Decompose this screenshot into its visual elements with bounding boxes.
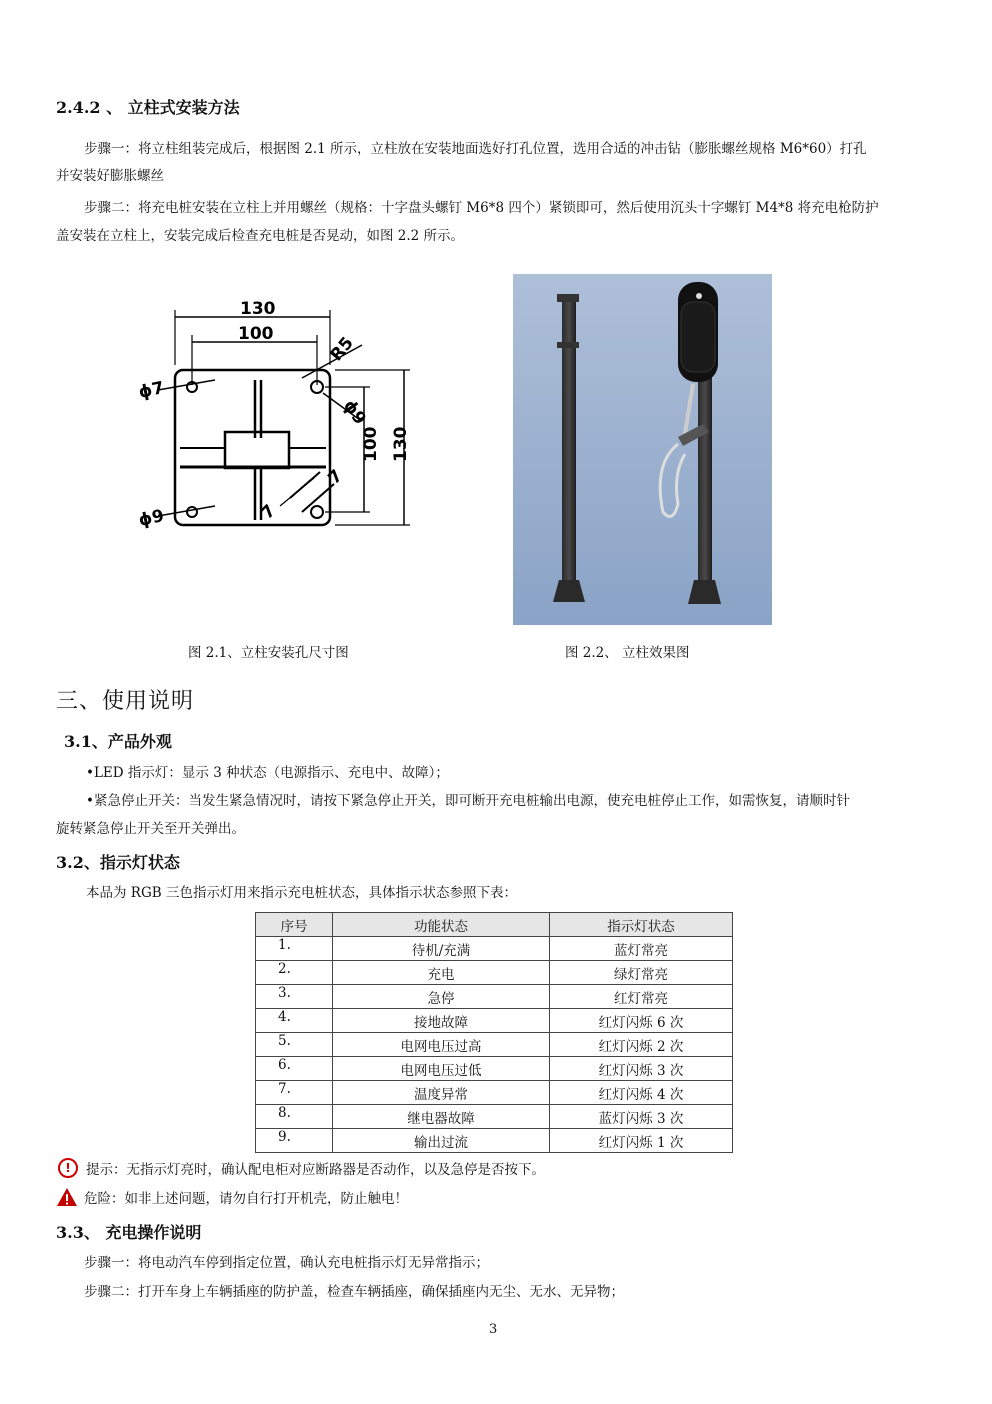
tip-text: 提示：无指示灯亮时，确认配电柜对应断路器是否动作，以及急停是否按下。 bbox=[86, 1162, 545, 1178]
paragraph-step2-line2: 盖安装在立柱上，安装完成后检查充电桩是否晃动，如图 2.2 所示。 bbox=[56, 228, 465, 244]
paragraph-step1-line1: 步骤一：将立柱组装完成后，根据图 2.1 所示，立柱放在安装地面选好打孔位置，选用合适的冲击钻（膨胀螺丝规格 M6*60）打孔 bbox=[84, 141, 867, 157]
charging-step1: 步骤一：将电动汽车停到指定位置，确认充电桩指示灯无异常指示； bbox=[84, 1255, 489, 1271]
table-row bbox=[256, 1009, 733, 1033]
dim-130-top: 130 bbox=[240, 299, 276, 319]
cell-function: 温度异常 bbox=[333, 1081, 550, 1105]
dim-phi7: ϕ7 bbox=[136, 378, 166, 403]
cell-function: 待机/充满 bbox=[333, 937, 550, 961]
bullet-emergency-line1: •紧急停止开关：当发生紧急情况时，请按下紧急停止开关，即可断开充电桩输出电源，使充电桩停止工作，如需恢复，请顺时针 bbox=[86, 793, 850, 809]
cell-index: 1. bbox=[256, 937, 333, 961]
cell-index: 6. bbox=[256, 1057, 333, 1081]
table-row bbox=[256, 1105, 733, 1129]
cell-function: 继电器故障 bbox=[333, 1105, 550, 1129]
cell-index: 3. bbox=[256, 985, 333, 1009]
section-title-2-4-2: 2.4.2 、 立柱式安装方法 bbox=[56, 98, 240, 117]
cell-function: 充电 bbox=[333, 961, 550, 985]
header-indicator: 指示灯状态 bbox=[550, 913, 733, 937]
cell-index: 8. bbox=[256, 1105, 333, 1129]
charging-step2: 步骤二：打开车身上车辆插座的防护盖，检查车辆插座，确保插座内无尘、无水、无异物； bbox=[84, 1284, 624, 1300]
cell-function: 急停 bbox=[333, 985, 550, 1009]
dim-7a: 7 bbox=[257, 501, 280, 524]
tip-note bbox=[58, 1158, 545, 1178]
dim-130-right: 130 bbox=[391, 426, 411, 462]
dim-7b: 7 bbox=[324, 466, 347, 489]
header-index: 序号 bbox=[256, 913, 333, 937]
figure-caption-2-1: 图 2.1、立柱安装孔尺寸图 bbox=[188, 645, 349, 661]
danger-note bbox=[56, 1187, 408, 1207]
cell-indicator: 蓝灯常亮 bbox=[550, 937, 733, 961]
dim-phi9-right: ϕ9 bbox=[338, 396, 370, 429]
table-row bbox=[256, 961, 733, 985]
section-title-3-3: 3.3、 充电操作说明 bbox=[56, 1223, 202, 1242]
cell-index: 9. bbox=[256, 1129, 333, 1153]
section-title-3-2: 3.2、指示灯状态 bbox=[56, 853, 180, 872]
dim-100-top: 100 bbox=[238, 324, 274, 344]
dim-phi9-left: ϕ9 bbox=[136, 506, 166, 531]
section-title-3-1: 3.1、产品外观 bbox=[64, 732, 172, 751]
table-header-row bbox=[256, 913, 733, 937]
table-row bbox=[256, 1129, 733, 1153]
table-row bbox=[256, 1081, 733, 1105]
cell-function: 电网电压过高 bbox=[333, 1033, 550, 1057]
mounting-hole-drawing bbox=[130, 290, 430, 540]
cell-index: 4. bbox=[256, 1009, 333, 1033]
cell-function: 输出过流 bbox=[333, 1129, 550, 1153]
cell-index: 7. bbox=[256, 1081, 333, 1105]
cell-indicator: 红灯闪烁 2 次 bbox=[550, 1033, 733, 1057]
table-row bbox=[256, 1033, 733, 1057]
cell-indicator: 红灯闪烁 6 次 bbox=[550, 1009, 733, 1033]
table-row bbox=[256, 937, 733, 961]
warning-triangle-icon bbox=[56, 1187, 78, 1207]
cell-indicator: 红灯闪烁 4 次 bbox=[550, 1081, 733, 1105]
bullet-emergency-line2: 旋转紧急停止开关至开关弹出。 bbox=[56, 821, 245, 837]
cell-index: 2. bbox=[256, 961, 333, 985]
chapter-title: 三、使用说明 bbox=[56, 689, 195, 714]
cell-indicator: 红灯闪烁 3 次 bbox=[550, 1057, 733, 1081]
bullet-led: •LED 指示灯：显示 3 种状态（电源指示、充电中、故障）； bbox=[86, 765, 449, 781]
danger-text: 危险：如非上述问题，请勿自行打开机壳，防止触电！ bbox=[84, 1191, 408, 1207]
cell-indicator: 红灯常亮 bbox=[550, 985, 733, 1009]
cell-index: 5. bbox=[256, 1033, 333, 1057]
paragraph-step2-line1: 步骤二：将充电桩安装在立柱上并用螺丝（规格：十字盘头螺钉 M6*8 四个）紧锁即可，然后使用沉头十字螺钉 M4*8 将充电枪防护 bbox=[84, 200, 879, 216]
table-intro: 本品为 RGB 三色指示灯用来指示充电桩状态，具体指示状态参照下表： bbox=[86, 885, 517, 901]
header-function: 功能状态 bbox=[333, 913, 550, 937]
cell-function: 电网电压过低 bbox=[333, 1057, 550, 1081]
table-row bbox=[256, 1057, 733, 1081]
cell-indicator: 蓝灯闪烁 3 次 bbox=[550, 1105, 733, 1129]
dim-r5: R5 bbox=[326, 333, 358, 366]
indicator-status-table bbox=[255, 912, 733, 1153]
paragraph-step1-line2: 并安装好膨胀螺丝 bbox=[56, 168, 164, 184]
dim-100-right: 100 bbox=[361, 426, 381, 462]
cell-indicator: 红灯闪烁 1 次 bbox=[550, 1129, 733, 1153]
exclamation-circle-icon: ! bbox=[58, 1158, 78, 1178]
table-row bbox=[256, 985, 733, 1009]
pole-render-image bbox=[513, 274, 772, 625]
page-number: 3 bbox=[489, 1322, 498, 1337]
figure-caption-2-2: 图 2.2、 立柱效果图 bbox=[565, 645, 690, 661]
cell-indicator: 绿灯常亮 bbox=[550, 961, 733, 985]
cell-function: 接地故障 bbox=[333, 1009, 550, 1033]
